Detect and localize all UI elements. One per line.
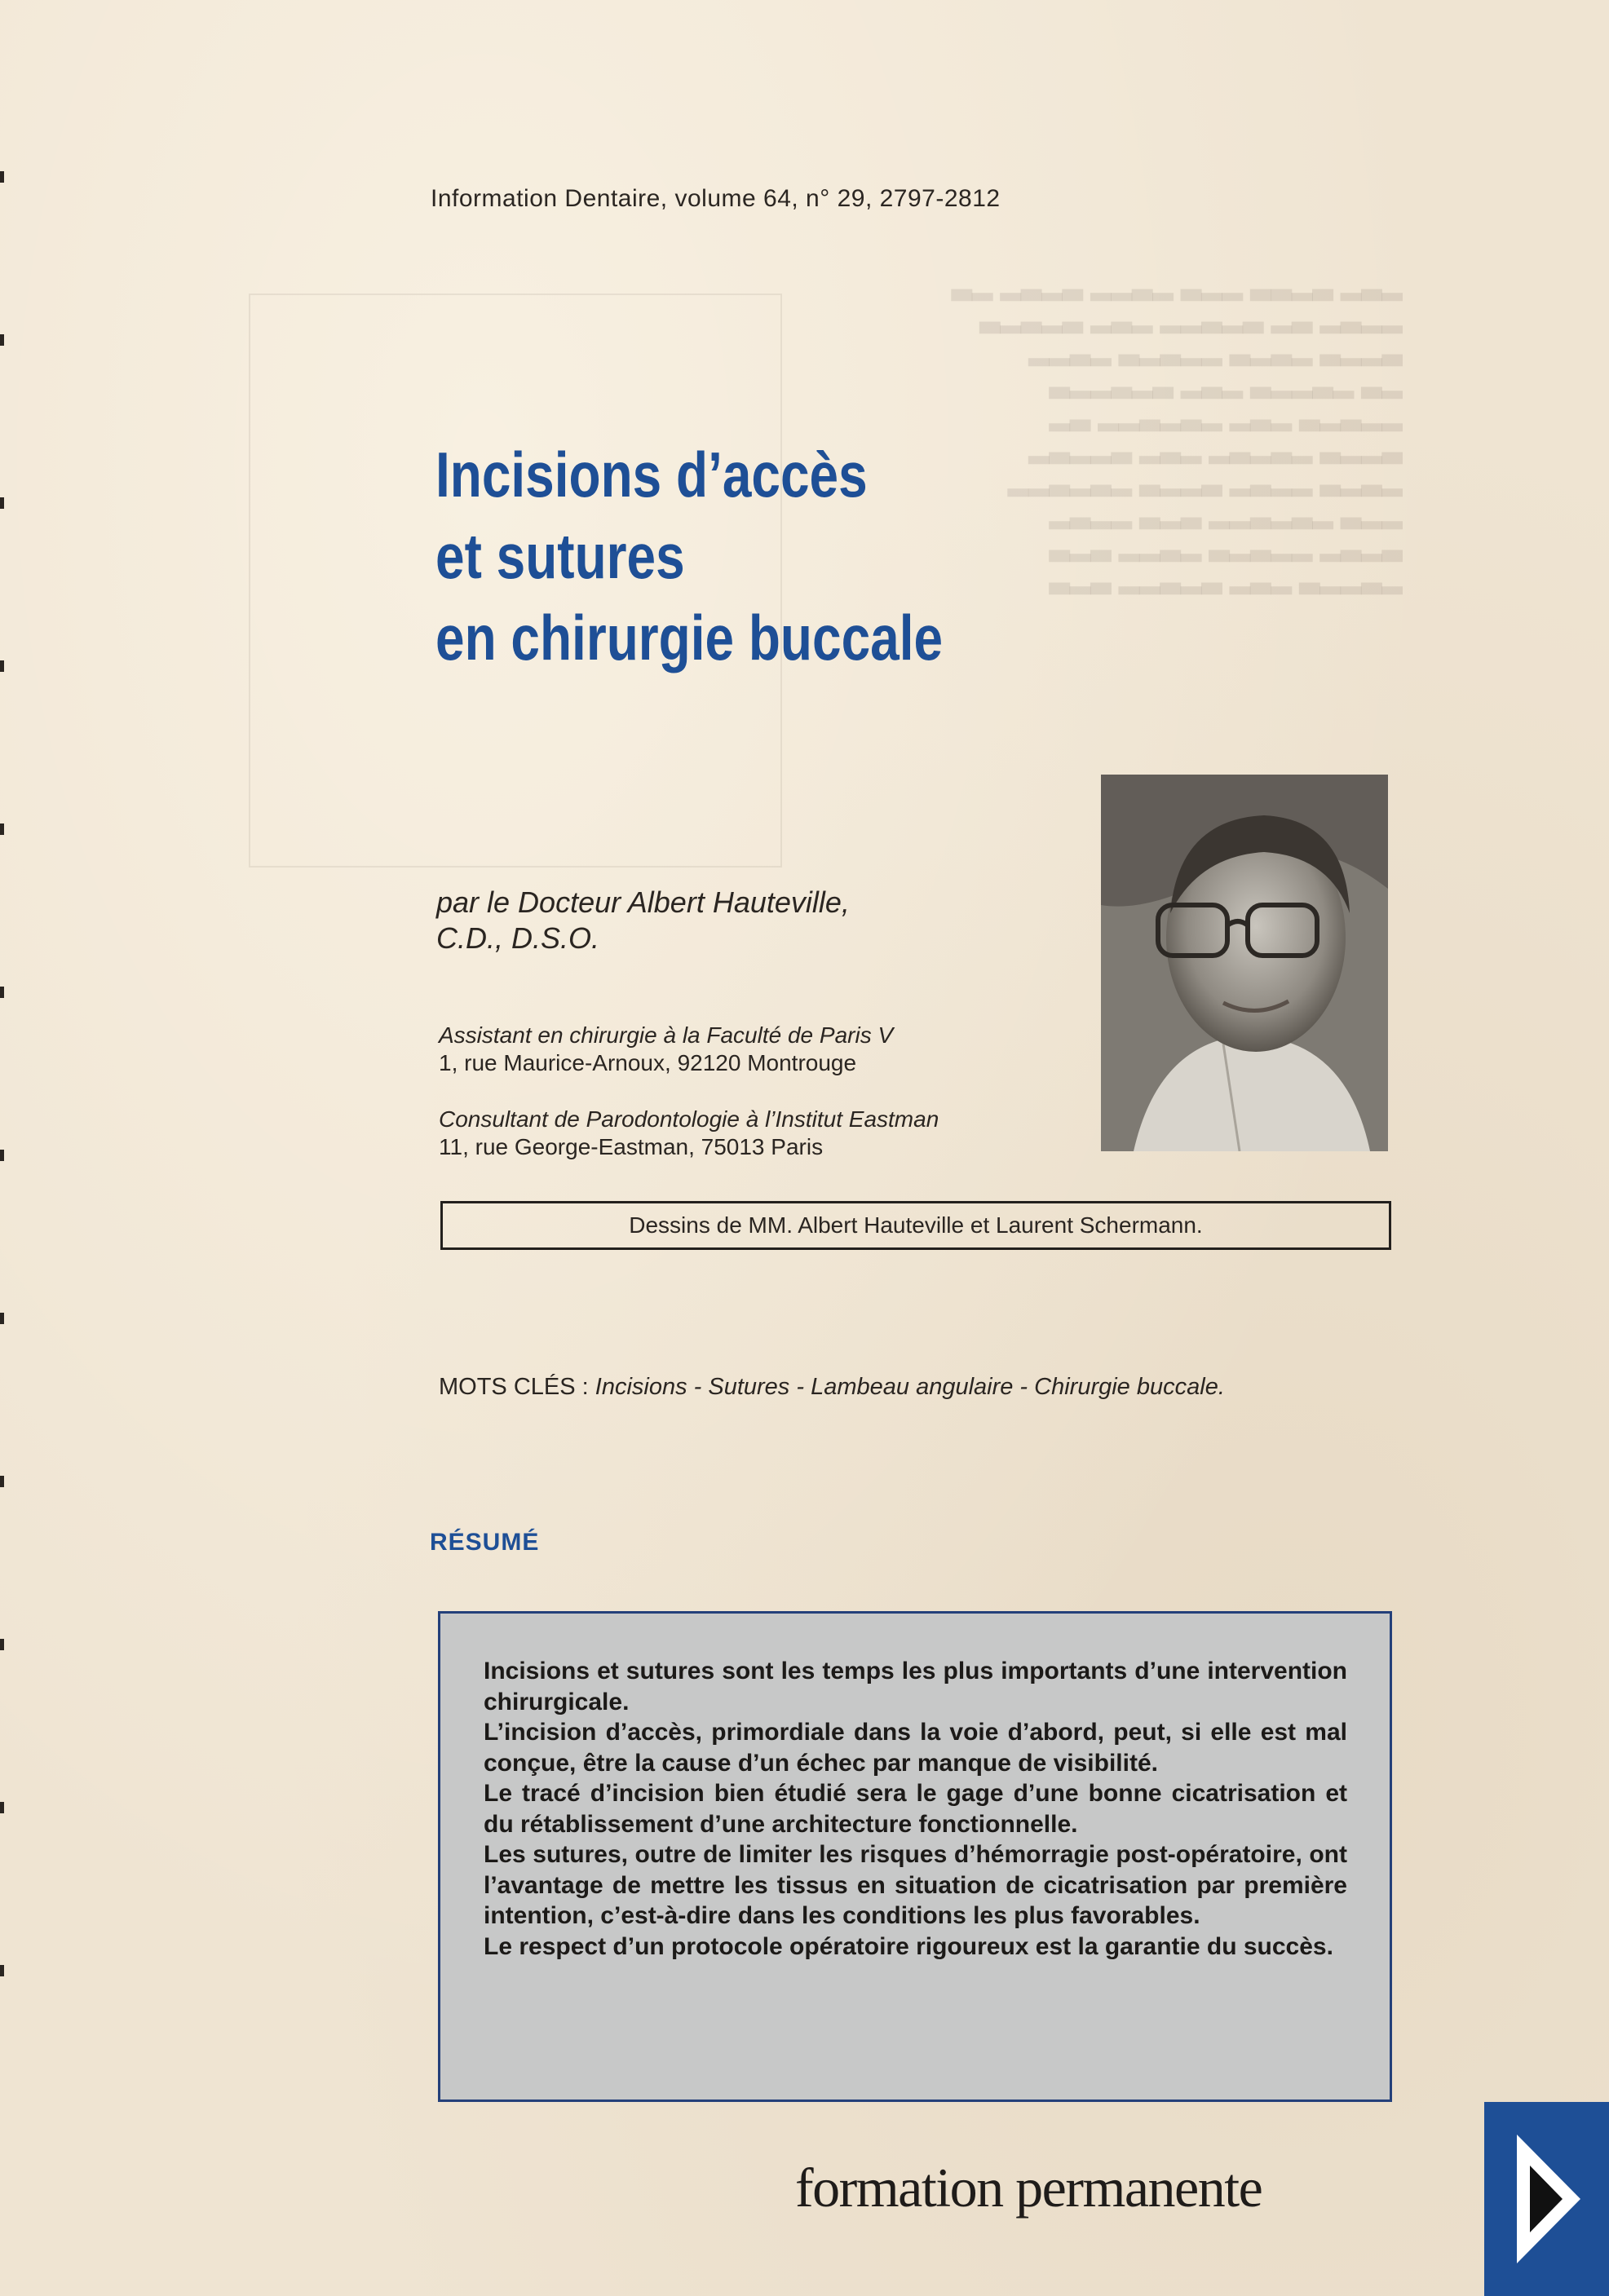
author-byline [436, 885, 850, 956]
author-name: par le Docteur Albert Hauteville, [436, 885, 850, 919]
binding-holes [0, 122, 10, 2161]
affiliation-1 [439, 1022, 1083, 1077]
author-portrait [1101, 775, 1388, 1151]
title-line: et sutures [435, 520, 685, 592]
keywords-line [439, 1374, 1225, 1401]
section-tab [1484, 2102, 1609, 2296]
drawings-credit: Dessins de MM. Albert Hauteville et Laurent Schermann. [440, 1201, 1391, 1250]
abstract-paragraph: Les sutures, outre de limiter les risques d’hémorragie post-opératoire, ont l’avantage de mettre les tissus en situation de cicatrisation par première intention, c’est-à-dire dans les conditions les plus favorables. [484, 1841, 1347, 1929]
abstract-paragraph: Incisions et sutures sont les temps les plus importants d’une intervention chirurgicale. [484, 1658, 1347, 1715]
journal-reference: Information Dentaire, volume 64, n° 29, 2797-2812 [431, 185, 1001, 212]
title-line: Incisions d’accès [435, 439, 868, 510]
abstract-paragraph: Le respect d’un protocole opératoire rigoureux est la garantie du succès. [484, 1932, 1333, 1960]
article-title [435, 434, 943, 678]
resume-heading: RÉSUMÉ [430, 1529, 540, 1556]
section-label: formation permanente [795, 2157, 1262, 2219]
title-line: en chirurgie buccale [435, 602, 944, 673]
affiliation-role: Consultant de Parodontologie à l’Institut Eastman [439, 1106, 939, 1132]
play-arrow-icon [1484, 2102, 1609, 2296]
affiliation-role: Assistant en chirurgie à la Faculté de Paris V [439, 1022, 894, 1048]
keywords-label: MOTS CLÉS : [439, 1374, 589, 1400]
show-through-texture: ▂▃▂ ▃▂▃▃ ▂▂▃ ▂▃▂▂ ▃▂▃▂ ▂▃ ▂▂▃▂ ▃▂ ▃▂▃▂▂ ▂▃▂ ▃▂▃▂▃ ▃▂▂▃ ▂▃▂▃ ▂▂▃▂▃ ▂▃▂▂ ▂▃ ▂▃▂▂▃ ▂▃▂ ▃▂▃▂▂▃ ▂▂▃▂▃ ▂▃▂ ▂▃▂▃▂▂ ▃▂ ▃▂▂▃ ▂▃▂▃▂ ▂▃▂ ▃▂▂▃▂ ▂▃▂▃ ▂▂▃▂ ▃▂▂▃ ▂▃▂▃▂▂ ▂▂▃ ▂▃▂▃▂▂ ▃▂▃ ▂▂▃▂ ▃▂▃▂ ▂▂▃▂▃ ▂▃▂▂ ▃▂▃ ▂▃▂▂▃ ▂▃▂ ▃▂▃▂▂ ▃▂▃ [951, 270, 1403, 594]
abstract-paragraph: Le tracé d’incision bien étudié sera le gage d’une bonne cicatrisation et du rétablissement d’une architecture fonctionnelle. [484, 1780, 1347, 1838]
keywords-list: Incisions - Sutures - Lambeau angulaire - Chirurgie buccale. [595, 1374, 1225, 1400]
author-degrees: C.D., D.S.O. [436, 921, 600, 955]
affiliation-2 [439, 1106, 1083, 1161]
affiliation-address: 1, rue Maurice-Arnoux, 92120 Montrouge [439, 1050, 857, 1075]
abstract-box [438, 1611, 1392, 2102]
affiliation-address: 11, rue George-Eastman, 75013 Paris [439, 1134, 824, 1159]
abstract-paragraph: L’incision d’accès, primordiale dans la voie d’abord, peut, si elle est mal conçue, être la cause d’un échec par manque de visibilité. [484, 1719, 1347, 1777]
